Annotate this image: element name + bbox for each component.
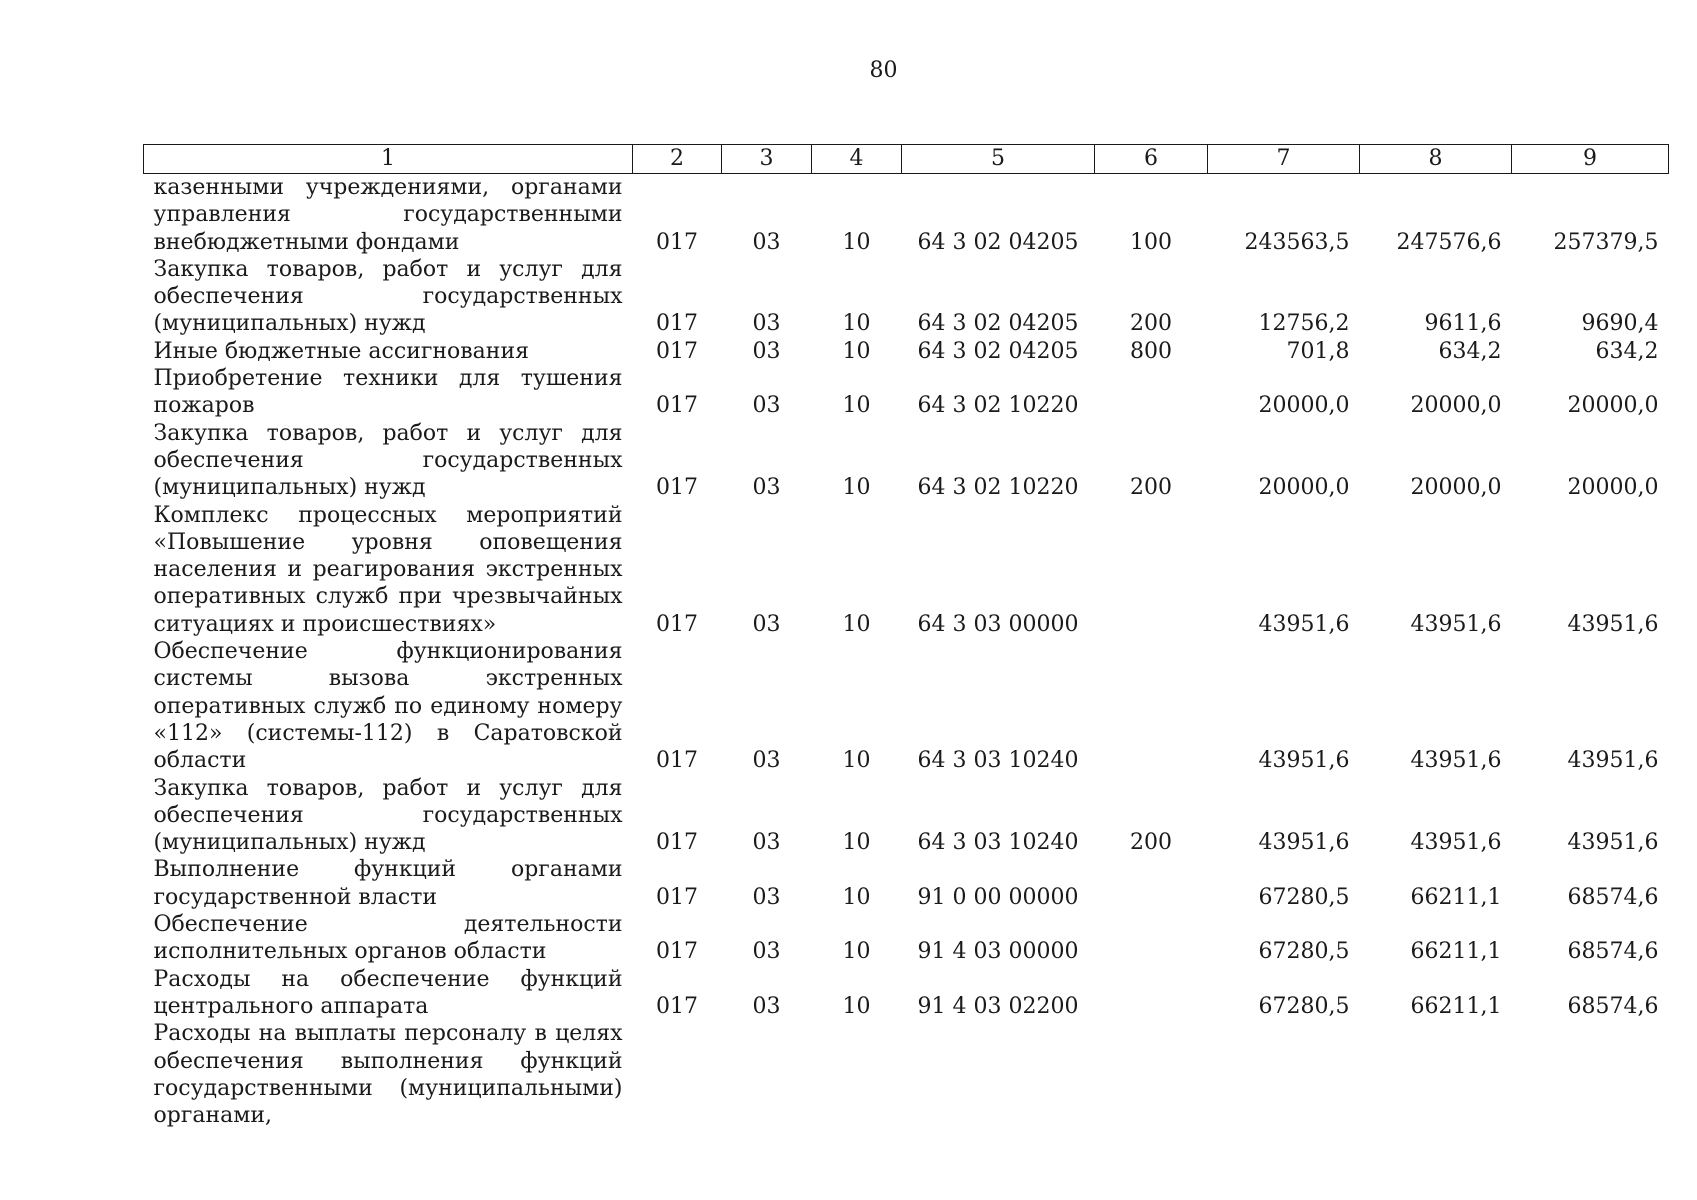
amount-year-3 <box>1512 1020 1669 1129</box>
subsection-code: 10 <box>842 748 871 774</box>
subsection-code: 10 <box>842 393 871 419</box>
target-article-code: 91 0 00 00000 <box>917 884 1079 910</box>
ministry-code: 017 <box>656 393 698 419</box>
column-header: 2 <box>633 145 722 174</box>
target-article-code: 64 3 02 04205 <box>917 338 1079 364</box>
table-row <box>144 911 1669 966</box>
table-row <box>144 502 1669 638</box>
section-code: 03 <box>752 830 781 856</box>
ministry-code: 017 <box>656 311 698 337</box>
amount-year-1: 20000,0 <box>1258 475 1350 501</box>
amount-year-1: 67280,5 <box>1258 884 1350 910</box>
amount-year-3: 68574,6 <box>1567 884 1659 910</box>
amount-year-3: 43951,6 <box>1567 611 1659 637</box>
target-article-code <box>902 1020 1095 1129</box>
target-article-code: 91 4 03 02200 <box>917 993 1079 1019</box>
subsection-code: 10 <box>842 939 871 965</box>
ministry-code: 017 <box>656 939 698 965</box>
item-name: казенными учреждениями, органами управления государственными внебюджетными фондами <box>153 175 623 255</box>
amount-year-1: 243563,5 <box>1244 229 1350 255</box>
section-code: 03 <box>752 748 781 774</box>
expense-type-code <box>1095 638 1208 774</box>
target-article-code: 64 3 02 10220 <box>917 475 1079 501</box>
target-article-code: 64 3 03 00000 <box>917 611 1079 637</box>
expense-type-code <box>1095 966 1208 1021</box>
subsection-code: 10 <box>842 229 871 255</box>
section-code: 03 <box>752 611 781 637</box>
target-article-code: 64 3 02 10220 <box>917 393 1079 419</box>
expense-type-code: 800 <box>1130 338 1172 364</box>
item-name: Обеспечение деятельности исполнительных органов области <box>153 912 623 965</box>
amount-year-3: 20000,0 <box>1567 475 1659 501</box>
section-code: 03 <box>752 393 781 419</box>
table-row <box>144 420 1669 502</box>
amount-year-3: 68574,6 <box>1567 939 1659 965</box>
amount-year-1: 701,8 <box>1286 338 1350 364</box>
item-name: Обеспечение функционирования системы вызова экстренных оперативных служб по единому номеру «112» (системы-112) в Саратовской области <box>153 639 623 774</box>
page-number: 80 <box>869 58 898 83</box>
item-name: Комплекс процессных мероприятий «Повышение уровня оповещения населения и реагирования экстренных оперативных служб при чрезвычайных ситуациях и происшествиях» <box>153 502 623 637</box>
section-code: 03 <box>752 311 781 337</box>
subsection-code: 10 <box>842 338 871 364</box>
amount-year-2: 247576,6 <box>1396 229 1502 255</box>
table-row <box>144 775 1669 857</box>
section-code: 03 <box>752 993 781 1019</box>
amount-year-2: 66211,1 <box>1410 993 1502 1019</box>
amount-year-1 <box>1208 1020 1360 1129</box>
amount-year-3: 20000,0 <box>1567 393 1659 419</box>
section-code: 03 <box>752 338 781 364</box>
item-name: Расходы на обеспечение функций центрального аппарата <box>153 966 623 1019</box>
ministry-code <box>633 1020 722 1129</box>
expense-type-code <box>1095 1020 1208 1129</box>
subsection-code <box>812 1020 902 1129</box>
section-code: 03 <box>752 884 781 910</box>
amount-year-2 <box>1360 1020 1512 1129</box>
amount-year-3: 9690,4 <box>1581 311 1659 337</box>
amount-year-1: 20000,0 <box>1258 393 1350 419</box>
ministry-code: 017 <box>656 993 698 1019</box>
table-body <box>144 174 1669 1130</box>
item-name: Приобретение техники для тушения пожаров <box>153 366 623 419</box>
subsection-code: 10 <box>842 993 871 1019</box>
amount-year-1: 43951,6 <box>1258 830 1350 856</box>
subsection-code: 10 <box>842 830 871 856</box>
column-header: 9 <box>1512 145 1669 174</box>
column-header: 7 <box>1208 145 1360 174</box>
target-article-code: 64 3 02 04205 <box>917 311 1079 337</box>
target-article-code: 64 3 02 04205 <box>917 229 1079 255</box>
expense-type-code <box>1095 856 1208 911</box>
table-row <box>144 256 1669 338</box>
amount-year-1: 67280,5 <box>1258 939 1350 965</box>
target-article-code: 91 4 03 00000 <box>917 939 1079 965</box>
column-header: 6 <box>1095 145 1208 174</box>
table-row <box>144 365 1669 420</box>
ministry-code: 017 <box>656 611 698 637</box>
amount-year-1: 43951,6 <box>1258 748 1350 774</box>
item-name: Закупка товаров, работ и услуг для обеспечения государственных (муниципальных) нужд <box>153 256 623 337</box>
expense-type-code: 200 <box>1130 830 1172 856</box>
amount-year-3: 43951,6 <box>1567 748 1659 774</box>
item-name: Закупка товаров, работ и услуг для обеспечения государственных (муниципальных) нужд <box>153 775 623 856</box>
section-code: 03 <box>752 229 781 255</box>
ministry-code: 017 <box>656 748 698 774</box>
target-article-code: 64 3 03 10240 <box>917 748 1079 774</box>
section-code <box>722 1020 812 1129</box>
subsection-code: 10 <box>842 311 871 337</box>
subsection-code: 10 <box>842 884 871 910</box>
expense-type-code: 100 <box>1130 229 1172 255</box>
header-row <box>144 145 1669 174</box>
item-name: Расходы на выплаты персоналу в целях обеспечения выполнения функций государственными (муниципальными) органами, <box>153 1021 623 1129</box>
amount-year-3: 257379,5 <box>1553 229 1659 255</box>
amount-year-2: 43951,6 <box>1410 611 1502 637</box>
table-row <box>144 856 1669 911</box>
expense-type-code <box>1095 911 1208 966</box>
column-header: 8 <box>1360 145 1512 174</box>
amount-year-2: 66211,1 <box>1410 884 1502 910</box>
subsection-code: 10 <box>842 611 871 637</box>
table-row <box>144 174 1669 256</box>
section-code: 03 <box>752 475 781 501</box>
amount-year-1: 43951,6 <box>1258 611 1350 637</box>
column-header: 4 <box>812 145 902 174</box>
column-header: 3 <box>722 145 812 174</box>
amount-year-1: 67280,5 <box>1258 993 1350 1019</box>
amount-year-2: 66211,1 <box>1410 939 1502 965</box>
ministry-code: 017 <box>656 830 698 856</box>
ministry-code: 017 <box>656 229 698 255</box>
section-code: 03 <box>752 939 781 965</box>
amount-year-3: 68574,6 <box>1567 993 1659 1019</box>
item-name: Закупка товаров, работ и услуг для обеспечения государственных (муниципальных) нужд <box>153 420 623 501</box>
ministry-code: 017 <box>656 338 698 364</box>
table-header <box>144 145 1669 174</box>
amount-year-2: 43951,6 <box>1410 748 1502 774</box>
expense-type-code: 200 <box>1130 475 1172 501</box>
item-name: Выполнение функций органами государственной власти <box>153 857 623 910</box>
column-header: 5 <box>902 145 1095 174</box>
amount-year-1: 12756,2 <box>1258 311 1350 337</box>
table-row <box>144 338 1669 365</box>
amount-year-2: 20000,0 <box>1410 475 1502 501</box>
amount-year-3: 634,2 <box>1595 338 1659 364</box>
expense-type-code: 200 <box>1130 311 1172 337</box>
table-row <box>144 638 1669 774</box>
amount-year-3: 43951,6 <box>1567 830 1659 856</box>
expense-type-code <box>1095 502 1208 638</box>
amount-year-2: 20000,0 <box>1410 393 1502 419</box>
subsection-code: 10 <box>842 475 871 501</box>
amount-year-2: 9611,6 <box>1424 311 1502 337</box>
budget-table <box>143 144 1669 1129</box>
table-row <box>144 1020 1669 1129</box>
target-article-code: 64 3 03 10240 <box>917 830 1079 856</box>
table-row <box>144 966 1669 1021</box>
column-header: 1 <box>144 145 633 174</box>
ministry-code: 017 <box>656 475 698 501</box>
expense-type-code <box>1095 365 1208 420</box>
amount-year-2: 634,2 <box>1438 338 1502 364</box>
amount-year-2: 43951,6 <box>1410 830 1502 856</box>
item-name: Иные бюджетные ассигнования <box>153 338 529 364</box>
ministry-code: 017 <box>656 884 698 910</box>
